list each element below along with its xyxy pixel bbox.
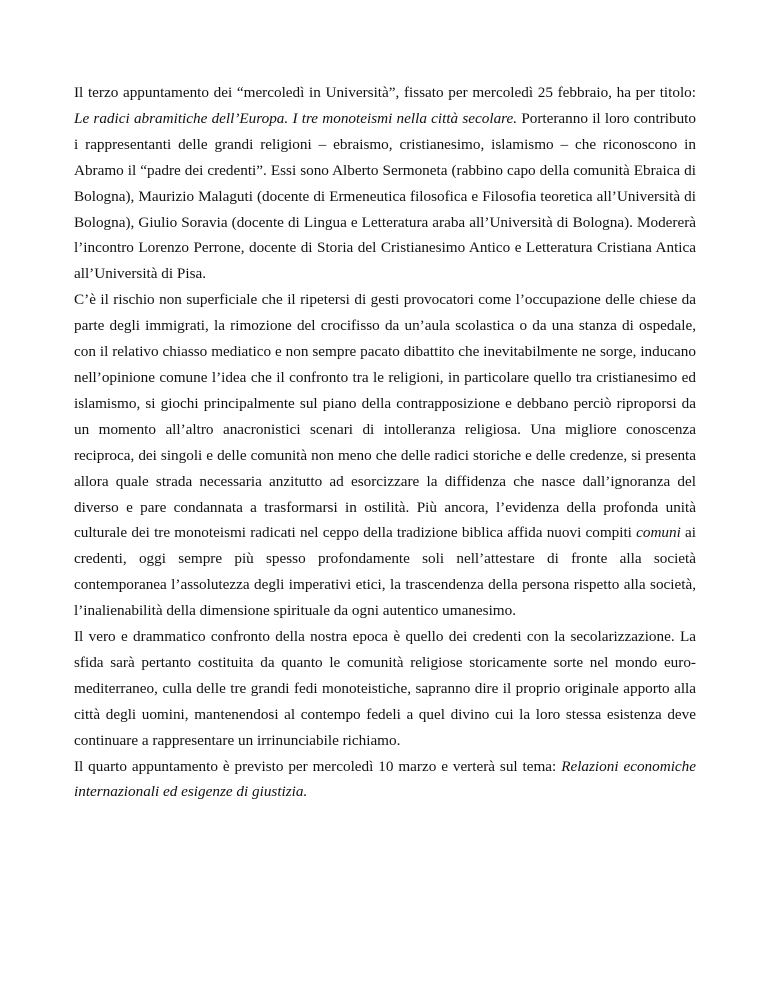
paragraph-secularization: [74, 624, 696, 754]
meeting-title-italic: Le radici abramitiche dell’Europa. I tre monoteismi nella città secolare.: [74, 109, 518, 127]
paragraph-third-meeting: [74, 80, 696, 287]
text-segment: Il vero e drammatico confronto della nostra epoca è quello dei credenti con la secolarizzazione. La sfida sarà pertanto costituita da quanto le comunità religiose storicamente sorte nel mondo euro-mediterraneo, culla delle tre grandi fedi monoteistiche, sapranno dire il proprio originale apporto alla città degli uomini, mantenendosi al contempo fedeli a quel divino cui la loro stessa esistenza deve continuare a rappresentare un irrinunciabile richiamo.: [74, 628, 696, 749]
text-segment: ai credenti, oggi sempre più spesso profondamente soli nell’attestare di fronte alla società contemporanea l’assolutezza degli imperativi etici, la trascendenza della persona rispetto alla società, l’inalienabilità della dimensione spirituale da ogni autentico umanesimo.: [74, 524, 696, 620]
text-segment: Il quarto appuntamento è previsto per mercoledì 10 marzo e verterà sul tema:: [74, 757, 562, 775]
text-segment: Porteranno il loro contributo i rappresentanti delle grandi religioni – ebraismo, cristianesimo, islamismo – che riconoscono in Abramo il “padre dei credenti”. Essi sono Alberto Sermoneta (rabbino capo della comunità Ebraica di Bologna), Maurizio Malaguti (docente di Ermeneutica filosofica e Filosofia teoretica all’Università di Bologna), Giulio Soravia (docente di Lingua e Letteratura araba all’Università di Bologna). Modererà l’incontro Lorenzo Perrone, docente di Storia del Cristianesimo Antico e Letteratura Cristiana Antica all’Università di Pisa.: [74, 109, 696, 283]
emphasis-comuni: comuni: [636, 524, 681, 542]
document-body: [74, 80, 696, 805]
paragraph-risk: [74, 287, 696, 624]
paragraph-fourth-meeting: [74, 754, 696, 806]
text-segment: C’è il rischio non superficiale che il ripetersi di gesti provocatori come l’occupazione delle chiese da parte degli immigrati, la rimozione del crocifisso da un’aula scolastica o da una stanza di ospedale, con il relativo chiasso mediatico e non sempre pacato dibattito che inevitabilmente ne sorge, inducano nell’opinione comune l’idea che il confronto tra le religioni, in particolare quello tra cristianesimo ed islamismo, si giochi principalmente sul piano della contrapposizione e debbano perciò riproporsi da un momento all’altro anacronistici scenari di intolleranza religiosa. Una migliore conoscenza reciproca, dei singoli e delle comunità non meno che delle radici storiche e delle credenze, si presenta allora quale strada necessaria anzitutto ad esorcizzare la diffidenza che nasce dall’ignoranza del diverso e pare condannata a trasformarsi in ostilità. Più ancora, l’evidenza della profonda unità culturale dei tre monoteismi radicati nel ceppo della tradizione biblica affida nuovi compiti: [74, 291, 696, 542]
text-segment: Il terzo appuntamento dei “mercoledì in Università”, fissato per mercoledì 25 febbraio, ha per titolo:: [74, 84, 696, 101]
meeting-title-italic: Relazioni economiche internazionali ed esigenze di giustizia.: [74, 757, 696, 801]
